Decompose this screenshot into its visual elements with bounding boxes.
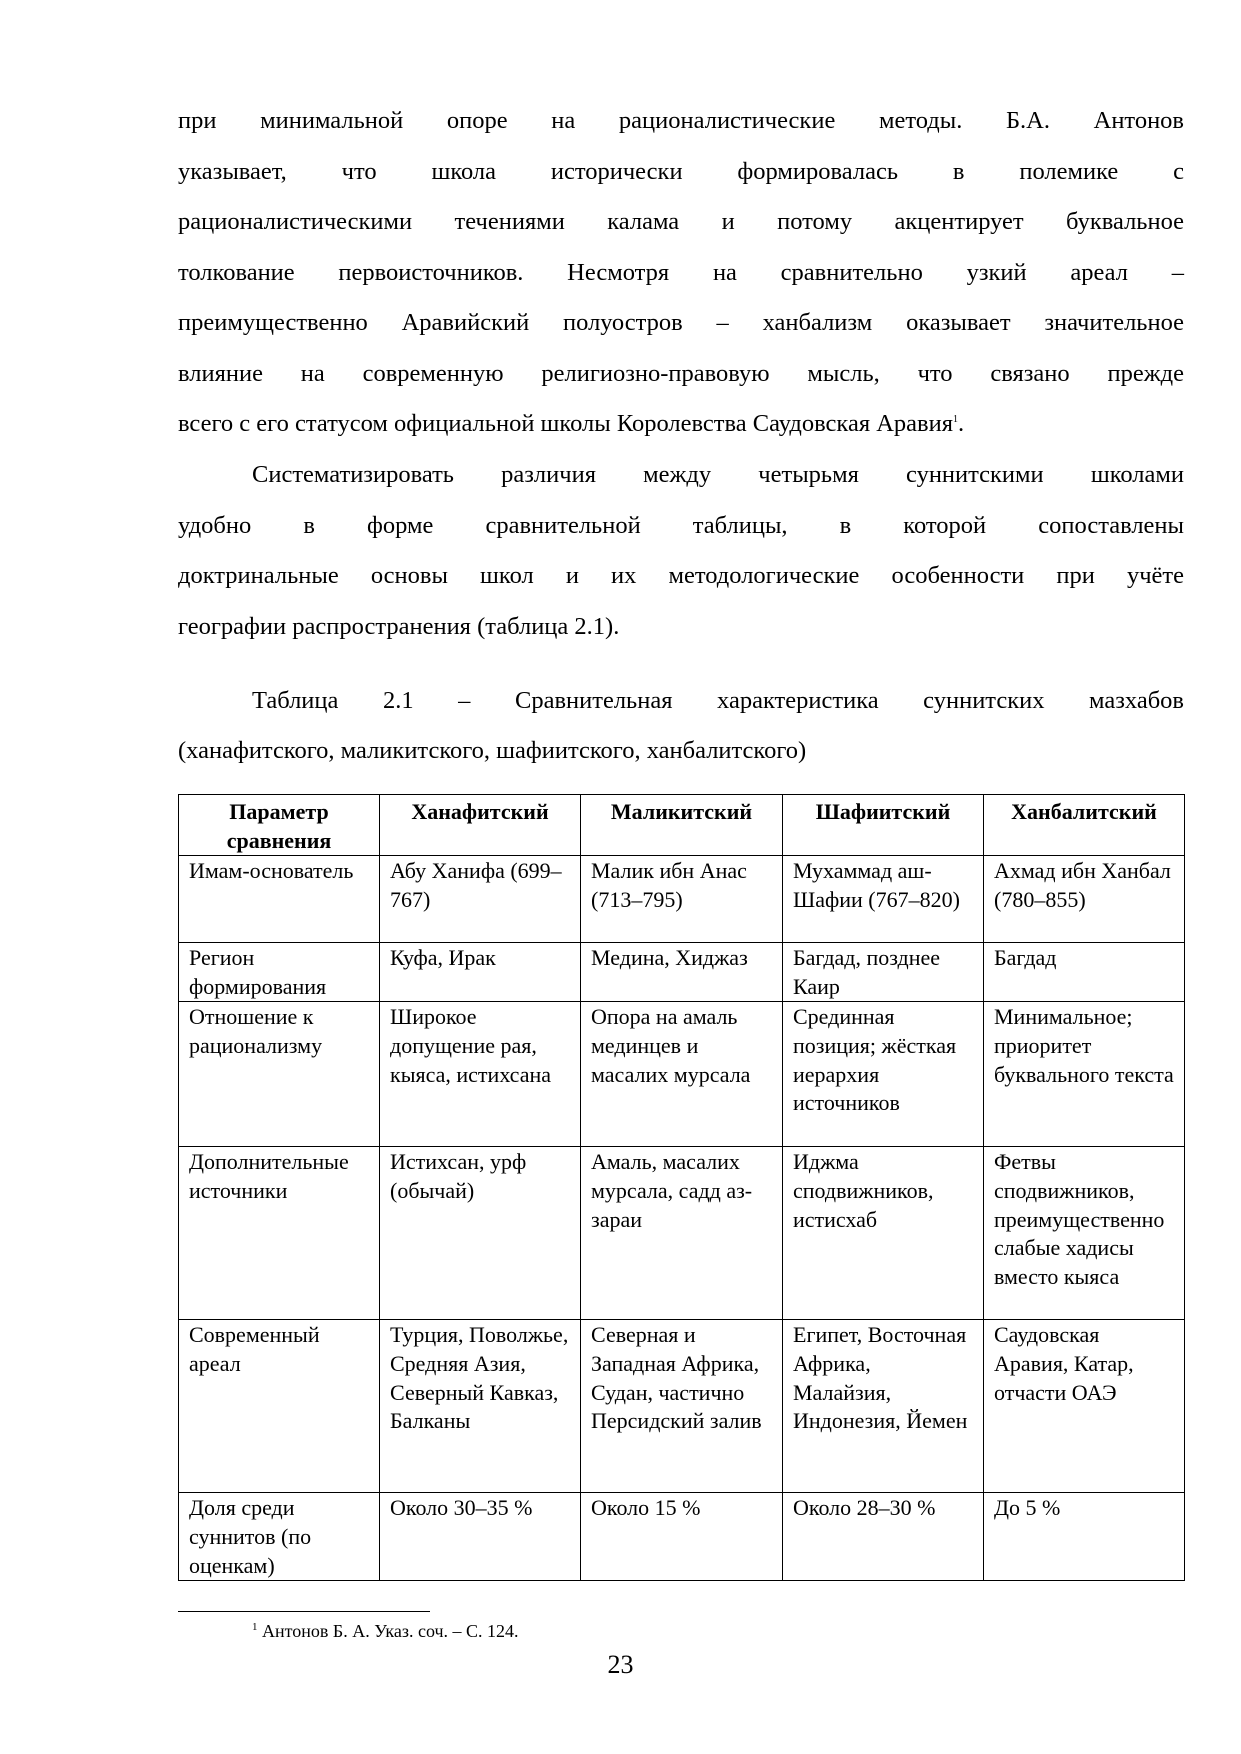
table-cell: Минимальное; приоритет буквального текста — [984, 1002, 1185, 1147]
table-row — [179, 943, 1185, 1002]
table-cell: Опора на амаль мединцев и масалих мурсала — [581, 1002, 783, 1147]
text-line: географии распространения (таблица 2.1). — [178, 612, 620, 640]
caption-line: Таблица 2.1 – Сравнительная характеристика суннитских мазхабов — [252, 687, 1184, 714]
table-cell: Широкое допущение рая, кыяса, истихсана — [380, 1002, 581, 1147]
text-line: при минимальной опоре на рационалистические методы. Б.А. Антонов — [178, 107, 1184, 134]
table-cell: Медина, Хиджаз — [581, 943, 783, 1002]
table-cell: Иджма сподвижников, истисхаб — [783, 1147, 984, 1320]
body-paragraph-1 — [178, 96, 1184, 450]
table-cell: Абу Ханифа (699–767) — [380, 856, 581, 943]
table-cell: Регион формирования — [179, 943, 380, 1002]
table-cell: Имам-основатель — [179, 856, 380, 943]
table-cell: Срединная позиция; жёсткая иерархия источников — [783, 1002, 984, 1147]
body-paragraph-2 — [178, 450, 1184, 652]
header-cell: Параметр сравнения — [179, 795, 380, 856]
text-fragment: . — [957, 410, 965, 437]
text-line: преимущественно Аравийский полуостров – ханбализм оказывает значительное — [178, 309, 1184, 336]
footnote-reference[interactable]: 1 — [952, 413, 958, 425]
table-row — [179, 1320, 1185, 1493]
table-cell: Малик ибн Анас (713–795) — [581, 856, 783, 943]
header-cell: Маликитский — [581, 795, 783, 856]
text-line: рационалистическими течениями калама и потому акцентирует буквальное — [178, 208, 1184, 235]
text-line — [178, 399, 1184, 450]
footnote-number: 1 — [252, 1621, 258, 1633]
page-number: 23 — [607, 1650, 634, 1679]
table-cell: Отношение к рационализму — [179, 1002, 380, 1147]
table-cell: Ахмад ибн Ханбал (780–855) — [984, 856, 1185, 943]
table-cell: Около 15 % — [581, 1493, 783, 1581]
text-line: толкование первоисточников. Несмотря на сравнительно узкий ареал – — [178, 258, 1184, 286]
table-cell: Около 30–35 % — [380, 1493, 581, 1581]
table-caption — [178, 676, 1184, 776]
table-cell: До 5 % — [984, 1493, 1185, 1581]
table-cell: Мухаммад аш-Шафии (767–820) — [783, 856, 984, 943]
table-cell: Саудовская Аравия, Катар, отчасти ОАЭ — [984, 1320, 1185, 1493]
table-cell: Истихсан, урф (обычай) — [380, 1147, 581, 1320]
footnote-text: Антонов Б. А. Указ. соч. – С. 124. — [262, 1621, 519, 1641]
footnote-separator — [178, 1611, 430, 1612]
footnote — [252, 1614, 519, 1644]
table-header-row — [179, 795, 1185, 856]
header-cell: Ханафитский — [380, 795, 581, 856]
text-line: доктринальные основы школ и их методологические особенности при учёте — [178, 562, 1184, 589]
caption-line: (ханафитского, маликитского, шафиитского, ханбалитского) — [178, 737, 807, 764]
text-fragment: всего с его статусом официальной школы Королевства Саудовская Аравия — [178, 410, 953, 437]
table-row — [179, 856, 1185, 943]
text-line: Систематизировать различия между четырьмя суннитскими школами — [252, 461, 1184, 488]
table-row — [179, 1493, 1185, 1581]
table-cell: Куфа, Ирак — [380, 943, 581, 1002]
table-cell: Багдад, позднее Каир — [783, 943, 984, 1002]
comparison-table — [178, 794, 1185, 1581]
table-cell: Современный ареал — [179, 1320, 380, 1493]
table-cell: Фетвы сподвижников, преимущественно слабые хадисы вместо кыяса — [984, 1147, 1185, 1320]
header-cell: Ханбалитский — [984, 795, 1185, 856]
table-cell: Около 28–30 % — [783, 1493, 984, 1581]
table-cell: Дополнительные источники — [179, 1147, 380, 1320]
table-cell: Багдад — [984, 943, 1185, 1002]
table-row — [179, 1002, 1185, 1147]
table-cell: Доля среди суннитов (по оценкам) — [179, 1493, 380, 1581]
table-row — [179, 1147, 1185, 1320]
header-cell: Шафиитский — [783, 795, 984, 856]
table-cell: Турция, Поволжье, Средняя Азия, Северный Кавказ, Балканы — [380, 1320, 581, 1493]
text-line: влияние на современную религиозно-правовую мысль, что связано прежде — [178, 359, 1184, 387]
table-cell: Амаль, масалих мурсала, садд аз-зараи — [581, 1147, 783, 1320]
table-cell: Северная и Западная Африка, Судан, частично Персидский залив — [581, 1320, 783, 1493]
text-line: указывает, что школа исторически формировалась в полемике с — [178, 157, 1184, 185]
table-cell: Египет, Восточная Африка, Малайзия, Индонезия, Йемен — [783, 1320, 984, 1493]
text-line: удобно в форме сравнительной таблицы, в которой сопоставлены — [178, 511, 1184, 539]
